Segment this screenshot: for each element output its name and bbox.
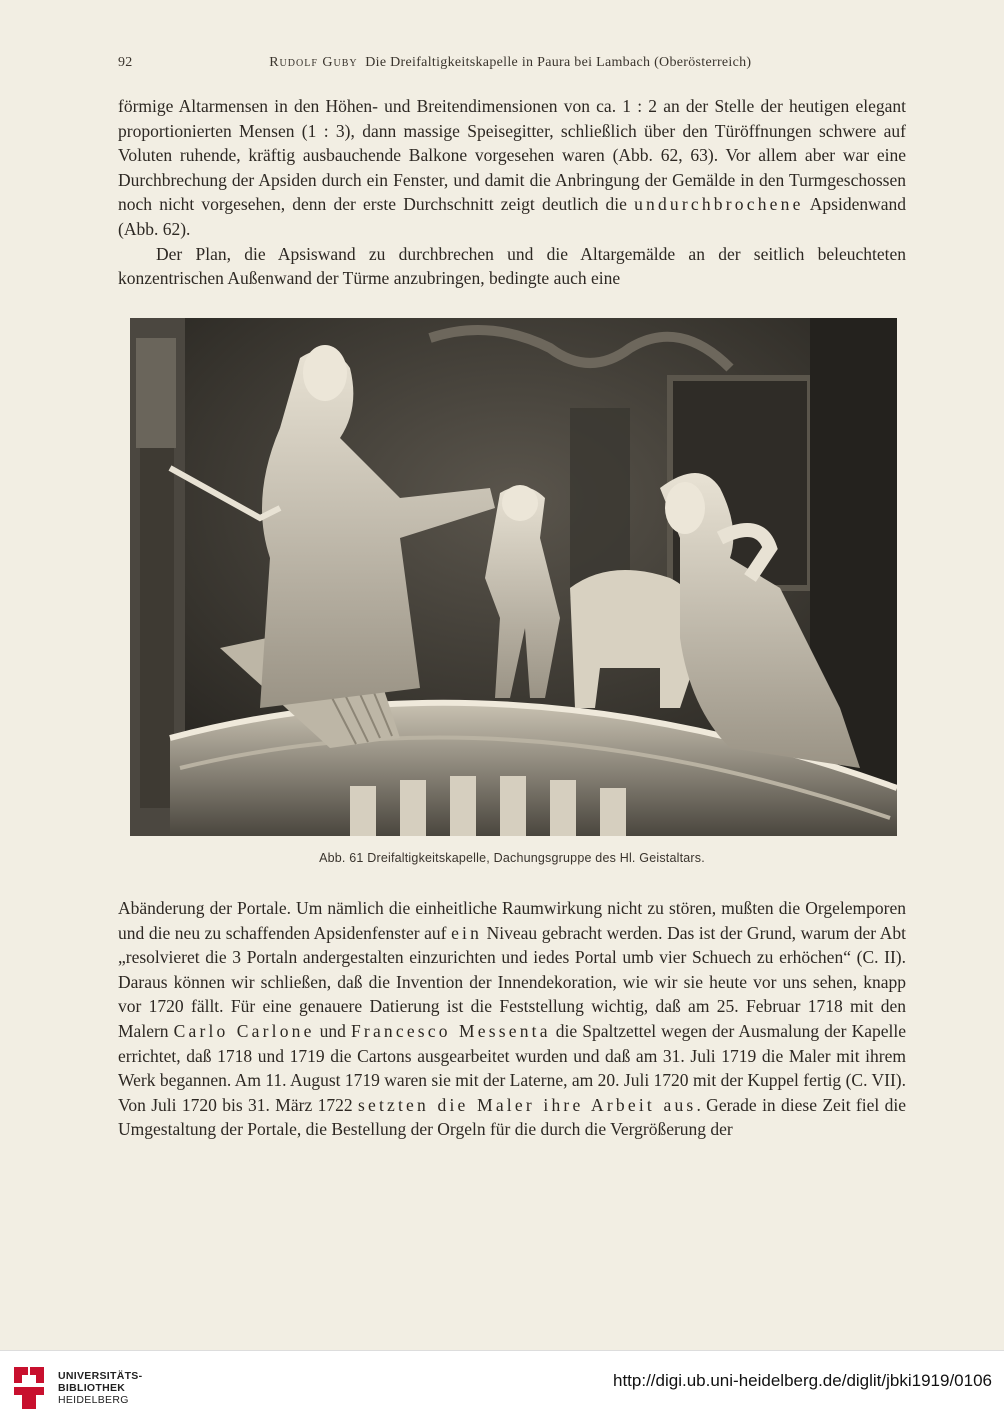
- spaced-emphasis-text: Francesco Messenta: [350, 1020, 551, 1041]
- permalink-url[interactable]: http://digi.ub.uni-heidelberg.de/diglit/jbki1919/0106: [613, 1371, 992, 1390]
- library-logo[interactable]: [10, 1363, 142, 1413]
- paragraph: [118, 242, 906, 291]
- paragraph-text: förmige Altarmensen in den Höhen- und Breitendimensionen von ca. 1 : 2 an der Stelle der heutigen elegant proportionierten Mensen (1 : 3), dann massige Speisegitter, schließlich über den Türöffnungen schwere auf Voluten ruhende, kräftig ausbauchende Balkone vorgesehen waren (Abb. 62, 63). Vor allem aber war eine Durchbrechung der Apsiden durch ein Fenster, und damit die Anbringung der Gemälde in den Turmgeschossen noch nicht vorgesehen, denn der erste Durchschnitt zeigt deutlich die: [118, 96, 906, 215]
- paragraph: [118, 896, 906, 1142]
- body-text-top: [118, 94, 906, 291]
- university-library-logo-icon: [10, 1363, 48, 1413]
- header-title: Die Dreifaltigkeitskapelle in Paura bei Lambach (Oberösterreich): [365, 55, 752, 70]
- paragraph-text: und: [314, 1020, 351, 1041]
- header-author: Rudolf Guby: [269, 55, 358, 70]
- running-header: [118, 55, 908, 71]
- paragraph-text: Abänderung der Portale. Um nämlich die einheitliche Raumwirkung nicht zu stören, mußten die Orgelemporen und die neu zu schaffenden Apsidenfenster auf: [118, 898, 906, 943]
- body-text-bottom: [118, 896, 906, 1142]
- figure-caption: Abb. 61 Dreifaltigkeitskapelle, Dachungsgruppe des Hl. Geistaltars.: [319, 851, 705, 865]
- library-name-line-3: HEIDELBERG: [58, 1394, 129, 1406]
- sculpture-photograph: [130, 318, 897, 836]
- library-name: [58, 1370, 142, 1406]
- spaced-emphasis-text: setzten die Maler ihre Arbeit aus: [357, 1094, 697, 1115]
- paragraph-text: Der Plan, die Apsiswand zu durchbrechen und die Altargemälde an der seitlich beleuchteten konzentrischen Außenwand der Türme anzubringen, bedingte auch eine: [118, 243, 906, 289]
- figure-abb-61: [130, 318, 897, 836]
- page-number: 92: [118, 55, 133, 70]
- header-title-line: [133, 55, 888, 71]
- spaced-emphasis-text: ein: [451, 922, 483, 943]
- paragraph: [118, 94, 906, 242]
- spaced-emphasis-text: Carlo Carlone: [173, 1020, 315, 1041]
- paragraph-text: . Gerade in diese Zeit fiel die Umgestaltung der Portale, die Bestellung der Orgeln für die durch die Vergrößerung der: [118, 1094, 906, 1140]
- paragraph-text: Apsidenwand (Abb. 62).: [118, 194, 906, 239]
- library-name-line-2: BIBLIOTHEK: [58, 1382, 126, 1394]
- paragraph-text: Niveau gebracht werden. Das ist der Grund, warum der Abt „resolvieret die 3 Portaln andergestalten einzurichten und iedes Portal umb vier Schuech zu erhöchen“ (C. II). Daraus können wir schließen, daß die Invention der Innendekoration, wie wir sie heute vor uns sehen, knapp vor 1720 fällt. Für eine genauere Datierung ist die Feststellung wichtig, daß am 25. Februar 1718 mit den Malern: [118, 922, 907, 1041]
- spaced-emphasis-text: undurchbrochene: [634, 194, 804, 215]
- paragraph-text: die Spaltzettel wegen der Ausmalung der Kapelle errichtet, daß 1718 und 1719 die Cartons ausgearbeitet wurden und daß am 31. Juli 1719 die Maler mit ihrem Werk begannen. Am 11. August 1719 waren sie mit der Laterne, am 20. Juli 1720 mit der Kuppel fertig (C. VII). Von Juli 1720 bis 31. März 1722: [118, 1020, 906, 1115]
- library-footer: [0, 1350, 1004, 1425]
- library-name-line-1: UNIVERSITÄTS-: [58, 1370, 143, 1382]
